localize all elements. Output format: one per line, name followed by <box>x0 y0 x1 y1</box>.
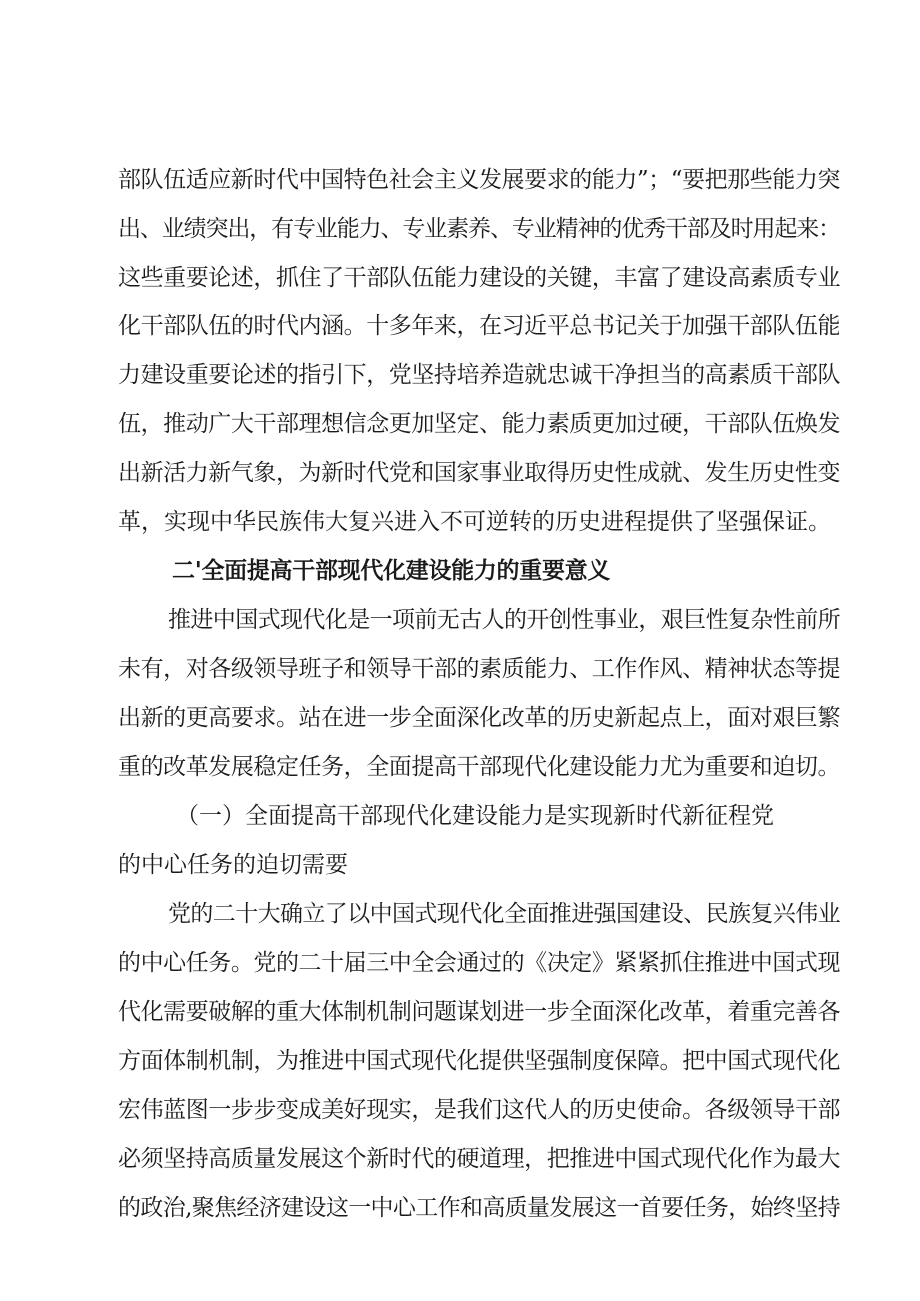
paragraph-line: 推进中国式现代化是一项前无古人的开创性事业，艰巨性复杂性前所 <box>168 607 841 633</box>
paragraph-line: 部队伍适应新时代中国特色社会主义发展要求的能力”；“要把那些能力突 <box>118 167 840 193</box>
paragraph-line: 化干部队伍的时代内涵。十多年来，在习近平总书记关于加强干部队伍能 <box>118 313 840 339</box>
paragraph-line: 出、业绩突出，有专业能力、专业素养、专业精神的优秀干部及时用起来： <box>118 216 841 242</box>
paragraph-line: 力建设重要论述的指引下，党坚持培养造就忠诚干净担当的高素质干部队 <box>118 362 840 388</box>
paragraph-line: 党的二十大确立了以中国式现代化全面推进强国建设、民族复兴伟业 <box>168 901 841 927</box>
paragraph-line: 代化需要破解的重大体制机制问题谋划进一步全面深化改革，着重完善各 <box>118 999 840 1025</box>
paragraph-line: 的中心任务。党的二十届三中全会通过的《决定》紧紧抓住推进中国式现 <box>118 950 840 976</box>
paragraph-line: 伍，推动广大干部理想信念更加坚定、能力素质更加过硬，干部队伍焕发 <box>118 411 840 437</box>
section-heading: 二'全面提高干部现代化建设能力的重要意义 <box>172 558 611 584</box>
paragraph-line: 革，实现中华民族伟大复兴进入不可逆转的历史进程提供了坚强保证。 <box>118 509 831 535</box>
paragraph-line: 的政治,聚焦经济建设这一中心工作和高质量发展这一首要任务，始终坚持 <box>118 1195 840 1221</box>
paragraph-line: 出新的更高要求。站在进一步全面深化改革的历史新起点上，面对艰巨繁 <box>118 705 840 731</box>
paragraph-line: 方面体制机制，为推进中国式现代化提供坚强制度保障。把中国式现代化 <box>118 1048 840 1074</box>
paragraph-line: 宏伟蓝图一步步变成美好现实，是我们这代人的历史使命。各级领导干部 <box>118 1097 840 1123</box>
paragraph-line: 出新活力新气象，为新时代党和国家事业取得历史性成就、发生历史性变 <box>118 460 840 486</box>
paragraph-line: 这些重要论述，抓住了干部队伍能力建设的关键，丰富了建设高素质专业 <box>118 265 840 291</box>
paragraph-line: 未有，对各级领导班子和领导干部的素质能力、工作作风、精神状态等提 <box>118 656 840 682</box>
paragraph-line: 重的改革发展稳定任务，全面提高干部现代化建设能力尤为重要和迫切。 <box>118 754 840 780</box>
subsection-heading: （一）全面提高干部现代化建设能力是实现新时代新征程党 <box>176 803 774 829</box>
subsection-heading-continued: 的中心任务的迫切需要 <box>118 852 348 878</box>
paragraph-line: 必须坚持高质量发展这个新时代的硬道理，把推进中国式现代化作为最大 <box>118 1146 840 1172</box>
